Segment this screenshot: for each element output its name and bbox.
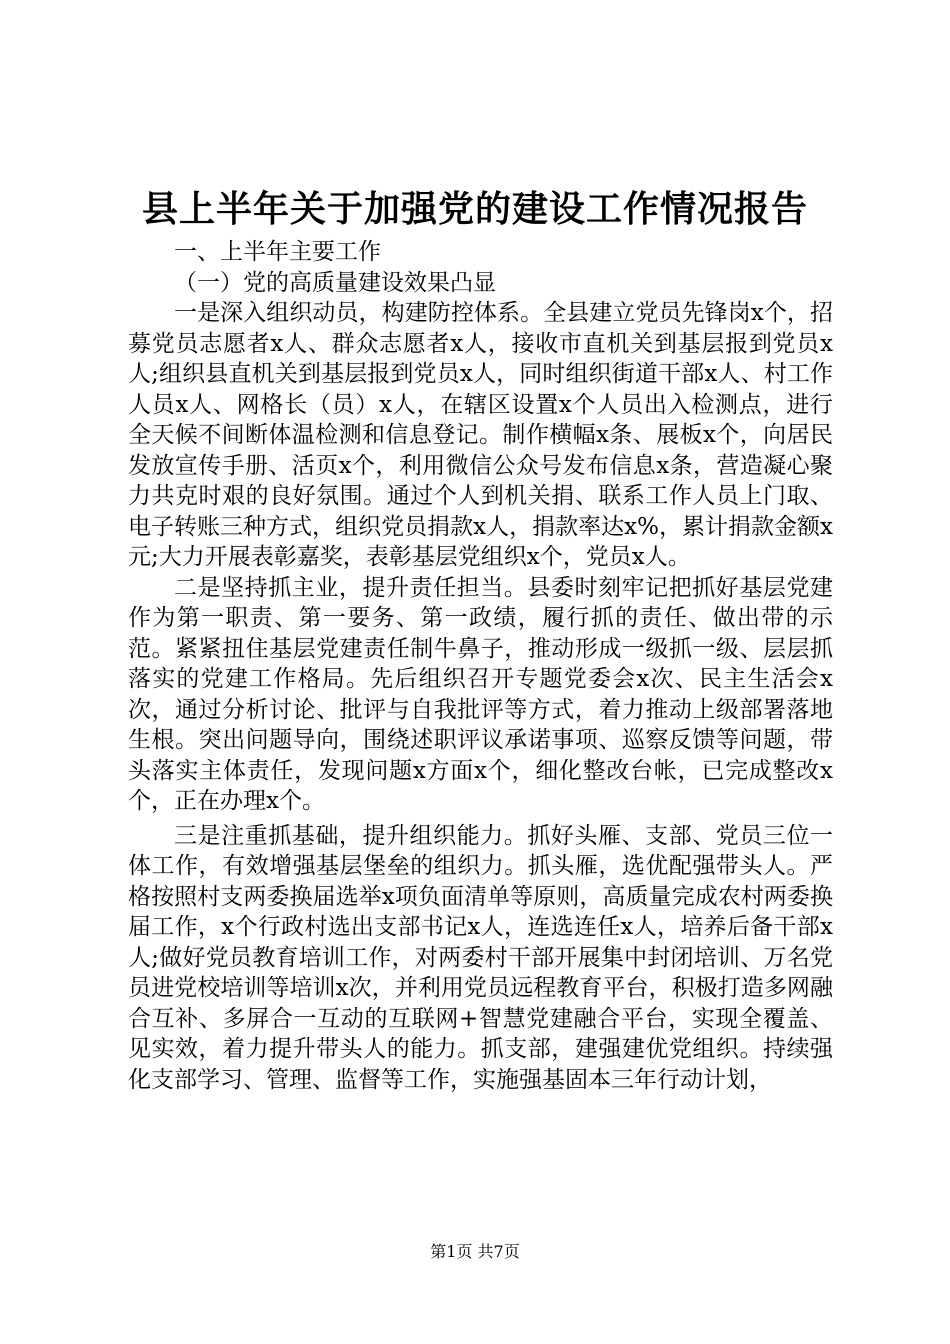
document-title: 县上半年关于加强党的建设工作情况报告 xyxy=(141,188,808,230)
body-paragraph: 三是注重抓基础，提升组织能力。抓好头雁、支部、党员三位一体工作，有效增强基层堡垒的组织力。抓头雁，选优配强带头人。严格按照村支两委换届选举x项负面清单等原则，高质量完成农村两委换届工作，x个行政村选出支部书记x人，连选连任x人，培养后备干部x人;做好党员教育培训工作，对两委村干部开展集中封闭培训、万名党员进党校培训等培训x次，并利用党员远程教育平台，积极打造多网融合互补、多屏合一互动的互联网+智慧党建融合平台，实现全覆盖、见实效，着力提升带头人的能力。抓支部，建强建优党组织。持续强化支部学习、管理、监督等工作，实施强基固本三年行动计划， xyxy=(128,822,833,1093)
subsection-heading: （一）党的高质量建设效果凸显 xyxy=(174,269,496,296)
body-paragraph: 二是坚持抓主业，提升责任担当。县委时刻牢记把抓好基层党建作为第一职责、第一要务、第一政绩，履行抓的责任、做出带的示范。紧紧扭住基层党建责任制牛鼻子，推动形成一级抓一级、层层抓落实的党建工作格局。先后组织召开专题党委会x次、民主生活会x次，通过分析讨论、批评与自我批评等方式，着力推动上级部署落地生根。突出问题导向，围绕述职评议承诺事项、巡察反馈等问题，带头落实主体责任，发现问题x方面x个，细化整改台帐，已完成整改x个，正在办理x个。 xyxy=(128,574,833,814)
section-heading: 一、上半年主要工作 xyxy=(174,239,381,265)
page-footer: 第1页 共7页 xyxy=(430,1242,520,1261)
document-body xyxy=(128,237,833,1095)
body-paragraph: 一是深入组织动员，构建防控体系。全县建立党员先锋岗x个，招募党员志愿者x人、群众志愿者x人，接收市直机关到基层报到党员x人;组织县直机关到基层报到党员x人，同时组织街道干部x人、村工作人员x人、网格长（员）x人，在辖区设置x个人员出入检测点，进行全天候不间断体温检测和信息登记。制作横幅x条、展板x个，向居民发放宣传手册、活页x个，利用微信公众号发布信息x条，营造凝心聚力共克时艰的良好氛围。通过个人到机关捐、联系工作人员上门取、电子转账三种方式，组织党员捐款x人，捐款率达x%，累计捐款金额x元;大力开展表彰嘉奖，表彰基层党组织x个，党员x人。 xyxy=(128,300,833,570)
